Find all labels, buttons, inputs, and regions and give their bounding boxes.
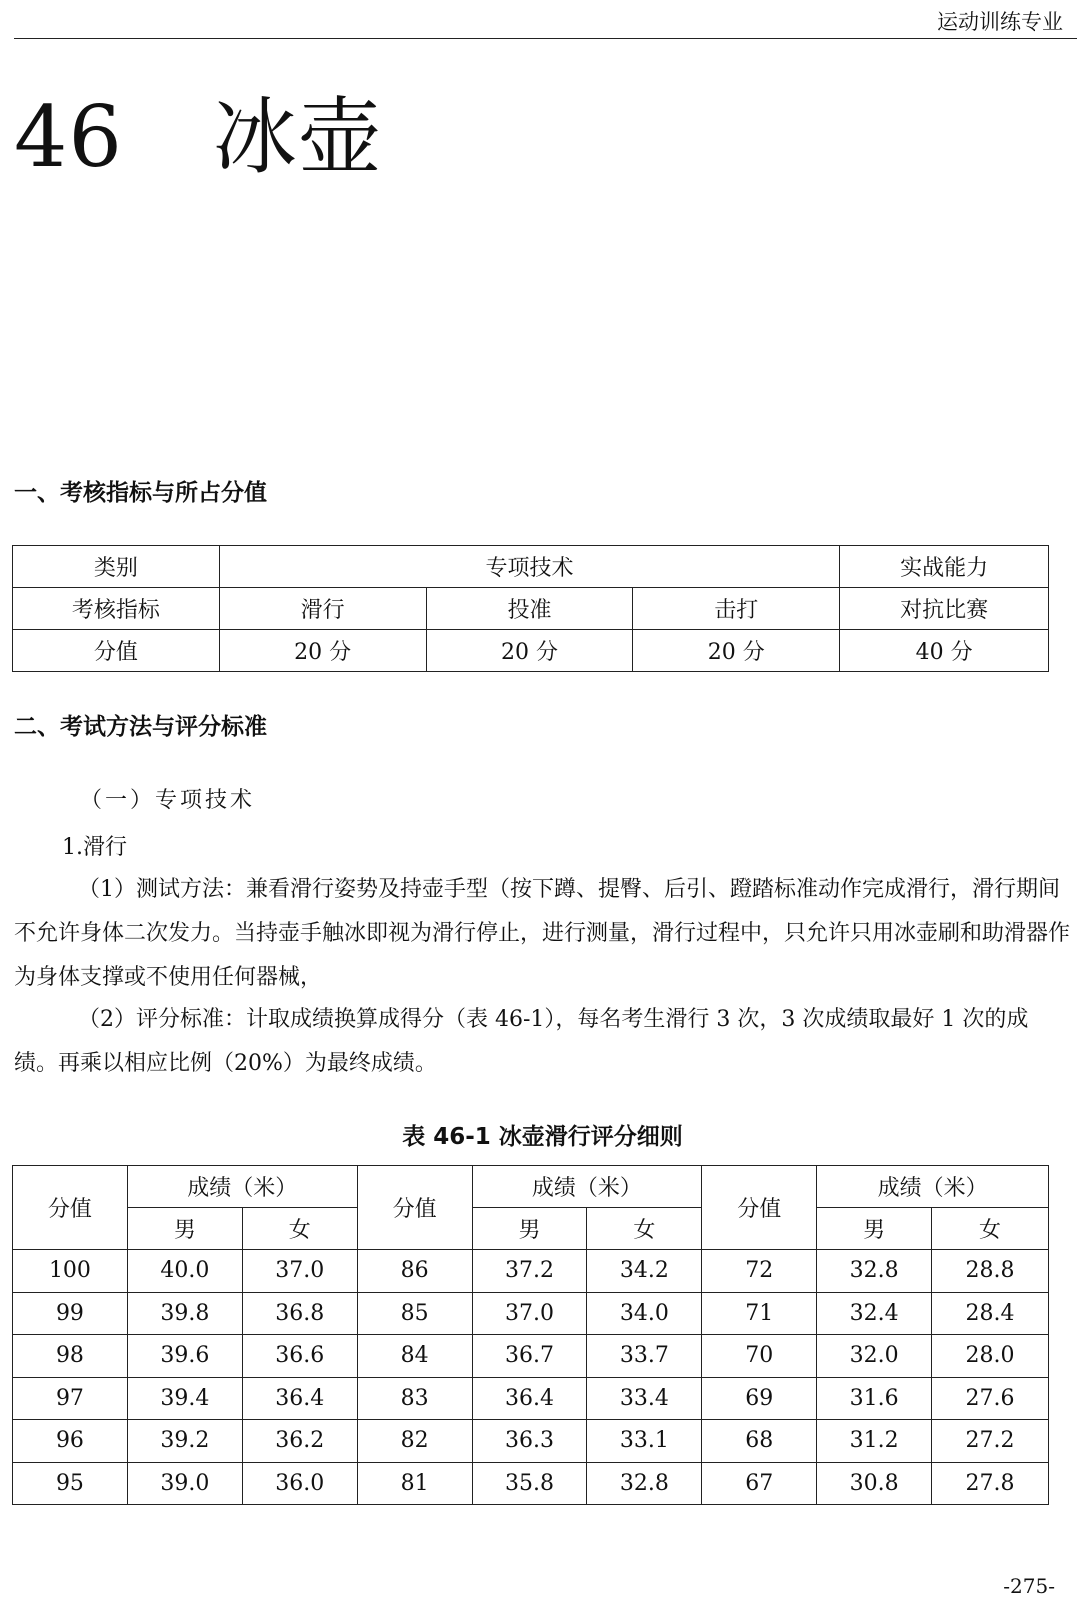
table-cell: 85 [357,1292,472,1335]
table-cell: 36.0 [242,1462,357,1505]
table-cell: 39.4 [127,1377,242,1420]
table-cell: 实战能力 [840,546,1049,588]
chapter-number: 46 [14,88,123,186]
table-cell: 95 [13,1462,128,1505]
header-cell-score: 分值 [702,1166,817,1250]
table-cell: 98 [13,1335,128,1378]
chapter-title [14,70,383,191]
header-cell-female: 女 [932,1208,1049,1250]
table-cell: 82 [357,1420,472,1463]
table-body [13,1250,1049,1505]
table-cell: 37.0 [472,1292,587,1335]
header-cell-female: 女 [587,1208,702,1250]
subsection-heading: （一）专项技术 [80,788,256,813]
table-cell: 84 [357,1335,472,1378]
table-cell: 分值 [13,630,220,672]
table-cell: 专项技术 [219,546,839,588]
table-cell: 32.8 [817,1250,932,1293]
score-allocation-table [12,545,1049,672]
table-cell: 32.8 [587,1462,702,1505]
table-caption: 表 46-1 冰壶滑行评分细则 [402,1124,683,1150]
table-cell: 28.4 [932,1292,1049,1335]
header-cell-male: 男 [472,1208,587,1250]
table-cell: 97 [13,1377,128,1420]
table-cell: 40 分 [840,630,1049,672]
paragraph-test-method: （1）测试方法：兼看滑行姿势及持壶手型（按下蹲、提臀、后引、蹬踏标准动作完成滑行，滑行期间不允许身体二次发力。当持壶手触冰即视为滑行停止，进行测量，滑行过程中，只允许只用冰壶刷和助滑器作为身体支撑或不使用任何器械， [14,877,1071,990]
table-cell: 39.2 [127,1420,242,1463]
section-heading-2: 二、考试方法与评分标准 [14,714,267,740]
table-cell: 100 [13,1250,128,1293]
header-cell-male: 男 [127,1208,242,1250]
table-cell: 36.2 [242,1420,357,1463]
table-cell: 33.4 [587,1377,702,1420]
table-cell: 81 [357,1462,472,1505]
table-row [13,1335,1049,1378]
chapter-name: 冰壶 [212,88,383,186]
table-row [13,1250,1049,1293]
table-cell: 39.6 [127,1335,242,1378]
paragraph-scoring: （2）评分标准：计取成绩换算成得分（表 46-1），每名考生滑行 3 次，3 次成绩取最好 1 次的成绩。再乘以相应比例（20%）为最终成绩。 [14,1007,1029,1076]
table-cell: 35.8 [472,1462,587,1505]
table-cell: 投准 [426,588,633,630]
table-cell: 击打 [633,588,840,630]
table-cell: 96 [13,1420,128,1463]
table-cell: 20 分 [219,630,426,672]
table-cell: 27.6 [932,1377,1049,1420]
table-cell: 类别 [13,546,220,588]
table-cell: 32.4 [817,1292,932,1335]
header-rule [14,38,1077,39]
header-cell-score: 分值 [357,1166,472,1250]
table-row [13,1377,1049,1420]
table-cell: 72 [702,1250,817,1293]
table-cell: 83 [357,1377,472,1420]
table-cell: 39.8 [127,1292,242,1335]
table-cell: 27.8 [932,1462,1049,1505]
table-cell: 39.0 [127,1462,242,1505]
table-cell: 70 [702,1335,817,1378]
table-cell: 27.2 [932,1420,1049,1463]
header-cell-result: 成绩（米） [817,1166,1049,1208]
table-cell: 考核指标 [13,588,220,630]
running-header: 运动训练专业 [937,10,1063,34]
table-cell: 20 分 [426,630,633,672]
table-cell: 37.0 [242,1250,357,1293]
table-row [13,588,1049,630]
scoring-detail-table [12,1165,1049,1505]
header-cell-female: 女 [242,1208,357,1250]
table-cell: 34.2 [587,1250,702,1293]
table-cell: 33.7 [587,1335,702,1378]
table-cell: 86 [357,1250,472,1293]
section-heading-1: 一、考核指标与所占分值 [14,480,267,506]
table-cell: 31.2 [817,1420,932,1463]
header-cell-male: 男 [817,1208,932,1250]
table-cell: 31.6 [817,1377,932,1420]
table-cell: 36.6 [242,1335,357,1378]
table-cell: 28.8 [932,1250,1049,1293]
table-cell: 71 [702,1292,817,1335]
table-cell: 滑行 [219,588,426,630]
table-cell: 32.0 [817,1335,932,1378]
table-cell: 36.8 [242,1292,357,1335]
table-row [13,1292,1049,1335]
table-cell: 68 [702,1420,817,1463]
table-cell: 34.0 [587,1292,702,1335]
table-cell: 36.7 [472,1335,587,1378]
table-cell: 36.4 [242,1377,357,1420]
table-cell: 20 分 [633,630,840,672]
table-row [13,1420,1049,1463]
header-cell-result: 成绩（米） [127,1166,357,1208]
table-cell: 36.4 [472,1377,587,1420]
table-cell: 99 [13,1292,128,1335]
table-row [13,546,1049,588]
table-cell: 69 [702,1377,817,1420]
table-header-row [13,1208,1049,1250]
table-cell: 67 [702,1462,817,1505]
table-cell: 37.2 [472,1250,587,1293]
table-row [13,1462,1049,1505]
table-cell: 40.0 [127,1250,242,1293]
table-cell: 30.8 [817,1462,932,1505]
header-cell-result: 成绩（米） [472,1166,702,1208]
table-cell: 33.1 [587,1420,702,1463]
table-cell: 28.0 [932,1335,1049,1378]
page-number: -275- [1003,1574,1055,1598]
item-heading: 1.滑行 [62,835,127,860]
header-cell-score: 分值 [13,1166,128,1250]
table-header-row [13,1166,1049,1208]
table-cell: 对抗比赛 [840,588,1049,630]
table-row [13,630,1049,672]
table-cell: 36.3 [472,1420,587,1463]
